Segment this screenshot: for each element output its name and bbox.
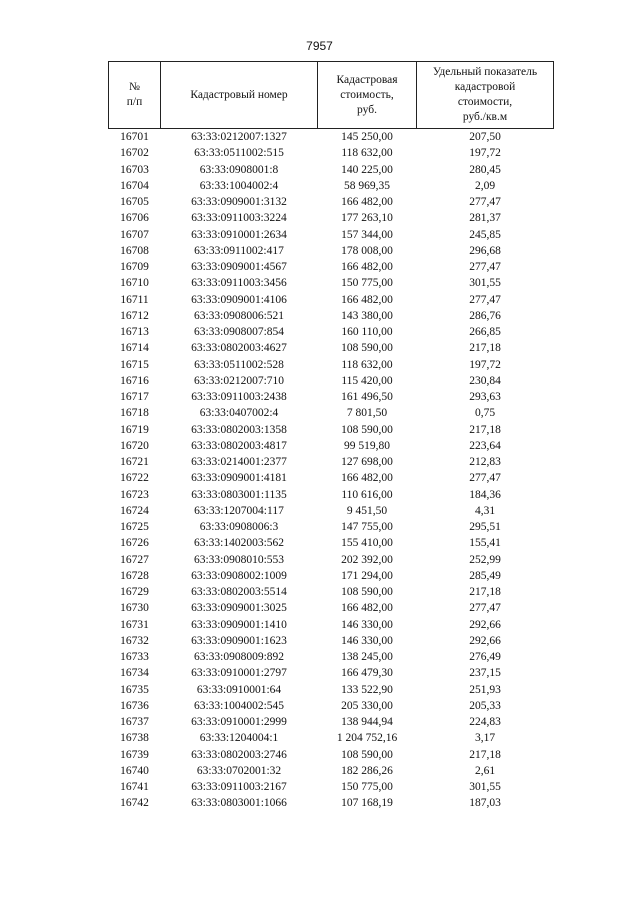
cadastral-value-cell: 108 590,00: [341, 748, 393, 761]
table-row: [109, 568, 554, 584]
header-num-abbrev: п/п: [126, 96, 143, 108]
row-number-cell: 16701: [109, 129, 161, 146]
cadastral-value-cell: 118 632,00: [341, 358, 393, 371]
cadastral-value-cell: 145 250,00: [318, 129, 417, 146]
table-row: [109, 275, 554, 291]
cadastral-value-cell: 166 482,00: [341, 293, 393, 306]
header-specific-index-line: Удельный показатель: [432, 66, 538, 78]
specific-index-cell: 277,47: [469, 472, 501, 485]
table-row: [109, 308, 554, 324]
row-number-cell: 16722: [120, 472, 149, 485]
cadastral-number-cell: 63:33:0911002:417: [194, 244, 284, 257]
specific-index-cell: 184,36: [469, 488, 501, 501]
row-number-cell: 16732: [120, 634, 149, 647]
cadastral-value-cell: 108 590,00: [341, 586, 393, 598]
cadastral-number-cell: 63:33:0910001:2797: [191, 667, 287, 680]
table-row: [109, 503, 554, 519]
row-number-cell: 16724: [120, 504, 149, 517]
cadastral-value-cell: 166 482,00: [341, 261, 393, 273]
specific-index-cell: 281,37: [469, 212, 501, 225]
specific-index-cell: 295,51: [469, 521, 501, 533]
table-row: [109, 227, 554, 243]
table-row: [109, 405, 554, 421]
row-number-cell: 16718: [120, 407, 149, 420]
cadastral-number-cell: 63:33:0802003:2746: [191, 748, 287, 761]
row-number-cell: 16738: [120, 732, 149, 745]
table-row: [109, 730, 554, 746]
row-number-cell: 16730: [120, 602, 149, 615]
table-row: [109, 649, 554, 665]
table-row: [109, 487, 554, 503]
cadastral-value-cell: 108 590,00: [341, 342, 393, 355]
table-row: [109, 747, 554, 763]
row-number-cell: 16715: [120, 358, 149, 371]
cadastral-value-cell: 143 380,00: [341, 309, 393, 322]
specific-index-cell: 155,41: [469, 537, 501, 550]
cadastral-number-cell: 63:33:0909001:4106: [191, 293, 287, 306]
cadastral-value-cell: 150 775,00: [341, 781, 393, 793]
row-number-cell: 16706: [120, 212, 149, 225]
header-cadastral-value: [318, 62, 417, 129]
table-row: [109, 162, 554, 178]
cadastral-value-cell: 166 482,00: [341, 602, 393, 615]
cadastral-value-cell: 202 392,00: [341, 553, 393, 566]
table-row: [109, 373, 554, 389]
header-specific-index-line: стоимости,: [457, 96, 513, 108]
row-number-cell: 16740: [120, 764, 149, 777]
row-number-cell: 16709: [120, 261, 149, 273]
cadastral-number-cell: 63:33:0908002:1009: [191, 569, 287, 582]
cadastral-number-cell: 63:33:0910001:64: [196, 683, 282, 696]
cadastral-value-cell: 171 294,00: [341, 569, 393, 582]
cadastral-value-cell: 146 330,00: [341, 634, 393, 647]
specific-index-cell: 277,47: [469, 261, 501, 273]
row-number-cell: 16736: [120, 699, 149, 712]
cadastral-value-cell: 138 245,00: [341, 651, 393, 663]
specific-index-cell: 224,83: [469, 716, 501, 728]
specific-index-cell: 266,85: [469, 326, 501, 338]
cadastral-number-cell: 63:33:0908001:8: [199, 163, 279, 176]
row-number-cell: 16725: [120, 521, 149, 533]
row-number-cell: 16735: [120, 683, 149, 696]
table-row: [109, 422, 554, 438]
specific-index-cell: 197,72: [469, 358, 501, 371]
specific-index-cell: 280,45: [469, 163, 501, 176]
row-number-cell: 16712: [120, 309, 149, 322]
cadastral-number-cell: 63:33:0908006:3: [199, 521, 279, 533]
specific-index-cell: 223,64: [469, 439, 501, 452]
header-specific-index-line: руб./кв.м: [462, 111, 508, 123]
cadastral-value-cell: 108 590,00: [341, 423, 393, 436]
cadastral-value-cell: 166 482,00: [341, 472, 393, 485]
cadastral-number-cell: 63:33:0908006:521: [193, 309, 285, 322]
table-row: [109, 357, 554, 373]
specific-index-cell: 205,33: [469, 699, 501, 712]
cadastral-value-cell: 127 698,00: [341, 456, 393, 468]
row-number-cell: 16733: [120, 651, 149, 663]
specific-index-cell: 301,55: [469, 781, 501, 793]
cadastral-number-cell: 63:33:0803001:1135: [191, 488, 287, 501]
table-row: [109, 698, 554, 714]
table-row: [109, 763, 554, 779]
row-number-cell: 16741: [120, 781, 149, 793]
header-specific-index: [417, 62, 554, 129]
cadastral-value-cell: 147 755,00: [341, 521, 393, 533]
specific-index-cell: 286,76: [469, 309, 501, 322]
specific-index-cell: 217,18: [469, 423, 501, 436]
row-number-cell: 16731: [120, 618, 149, 631]
row-number-cell: 16703: [120, 163, 149, 176]
table-row: [109, 324, 554, 340]
header-row-number: [109, 62, 161, 129]
specific-index-cell: 217,18: [469, 342, 501, 355]
header-cadastral-number-label: Кадастровый номер: [190, 88, 288, 101]
cadastral-value-cell: 160 110,00: [341, 326, 393, 338]
cadastral-number-cell: 63:33:0909001:3025: [191, 602, 287, 615]
table-row: [109, 129, 554, 146]
specific-index-cell: 2,61: [474, 764, 496, 777]
specific-index-cell: 3,17: [474, 732, 496, 745]
table-row: [109, 178, 554, 194]
cadastral-number-cell: 63:33:0908010:553: [193, 553, 285, 566]
row-number-cell: 16729: [120, 586, 149, 598]
specific-index-cell: 292,66: [469, 618, 501, 631]
cadastral-number-cell: 63:33:0909001:1410: [191, 618, 287, 631]
table-row: [109, 243, 554, 259]
specific-index-cell: 277,47: [469, 293, 501, 306]
row-number-cell: 16704: [120, 179, 149, 192]
table-row: [109, 292, 554, 308]
cadastral-number-cell: 63:33:0908007:854: [193, 326, 285, 338]
cadastral-value-cell: 115 420,00: [341, 374, 393, 387]
cadastral-number-cell: 63:33:0910001:2634: [191, 228, 287, 241]
header-cadastral-number: [161, 62, 318, 129]
cadastral-value-cell: 146 330,00: [341, 618, 393, 631]
row-number-cell: 16721: [120, 456, 149, 468]
specific-index-cell: 217,18: [469, 748, 501, 761]
cadastral-number-cell: 63:33:0407002:4: [199, 407, 279, 420]
table-body: [109, 129, 554, 812]
specific-index-cell: 4,31: [474, 504, 496, 517]
row-number-cell: 16702: [120, 147, 149, 160]
header-cadastral-value-line: стоимость,: [340, 88, 394, 101]
table-row: [109, 600, 554, 616]
specific-index-cell: 207,50: [417, 129, 554, 146]
cadastral-number-cell: 63:33:0909001:4567: [191, 261, 287, 273]
cadastral-value-cell: 1 204 752,16: [336, 732, 398, 745]
cadastral-number-cell: 63:33:1004002:4: [199, 179, 279, 192]
table-row: [109, 470, 554, 486]
table-row: [109, 194, 554, 210]
cadastral-number-cell: 63:33:0911003:2438: [191, 391, 287, 403]
specific-index-cell: 230,84: [469, 374, 501, 387]
cadastral-number-cell: 63:33:0908009:892: [193, 651, 285, 663]
table-row: [109, 552, 554, 568]
row-number-cell: 16734: [120, 667, 149, 680]
table-row: [109, 145, 554, 161]
row-number-cell: 16710: [120, 277, 149, 290]
cadastral-value-cell: 166 482,00: [341, 196, 393, 208]
cadastral-number-cell: 63:33:0214001:2377: [191, 456, 287, 468]
cadastral-number-cell: 63:33:0212007:710: [193, 374, 285, 387]
table-row: [109, 259, 554, 275]
cadastral-value-cell: 157 344,00: [341, 228, 393, 241]
cadastral-number-cell: 63:33:0802003:4627: [191, 342, 287, 355]
cadastral-number-cell: 63:33:0511002:528: [194, 358, 284, 371]
specific-index-cell: 296,68: [469, 244, 501, 257]
cadastral-value-cell: 161 496,50: [341, 391, 393, 403]
cadastral-value-cell: 166 479,30: [341, 667, 393, 680]
specific-index-cell: 2,09: [474, 179, 496, 192]
cadastral-number-cell: 63:33:0802003:4817: [191, 439, 287, 452]
row-number-cell: 16720: [120, 439, 149, 452]
specific-index-cell: 245,85: [469, 228, 501, 241]
specific-index-cell: 0,75: [474, 407, 496, 420]
header-cadastral-value-line: Кадастровая: [336, 73, 398, 86]
specific-index-cell: 277,47: [469, 196, 501, 208]
specific-index-cell: 285,49: [469, 569, 501, 582]
cadastral-number-cell: 63:33:0212007:1327: [161, 129, 318, 146]
row-number-cell: 16739: [120, 748, 149, 761]
cadastral-value-cell: 9 451,50: [346, 504, 388, 517]
cadastral-number-cell: 63:33:0702001:32: [196, 764, 282, 777]
specific-index-cell: 197,72: [469, 147, 501, 160]
cadastral-number-cell: 63:33:0802003:5514: [191, 586, 287, 598]
cadastral-value-cell: 138 944,94: [341, 716, 393, 728]
header-cadastral-value-line: руб.: [357, 103, 377, 116]
cadastral-value-table: [108, 61, 554, 812]
cadastral-number-cell: 63:33:1004002:545: [193, 699, 285, 712]
row-number-cell: 16713: [120, 326, 149, 338]
specific-index-cell: 292,66: [469, 634, 501, 647]
cadastral-number-cell: 63:33:0909001:4181: [191, 472, 287, 485]
specific-index-cell: 212,83: [469, 456, 501, 468]
cadastral-value-cell: 107 168,19: [341, 797, 393, 810]
cadastral-number-cell: 63:33:1207004:117: [194, 504, 284, 517]
specific-index-cell: 251,93: [469, 683, 501, 696]
cadastral-number-cell: 63:33:0511002:515: [194, 147, 284, 160]
cadastral-value-cell: 133 522,90: [341, 683, 393, 696]
table-row: [109, 714, 554, 730]
row-number-cell: 16716: [120, 374, 149, 387]
row-number-cell: 16719: [120, 423, 149, 436]
cadastral-value-cell: 177 263,10: [341, 212, 393, 225]
row-number-cell: 16714: [120, 342, 149, 355]
specific-index-cell: 301,55: [469, 277, 501, 290]
specific-index-cell: 187,03: [469, 797, 501, 810]
row-number-cell: 16737: [120, 716, 149, 728]
table-row: [109, 210, 554, 226]
cadastral-value-cell: 155 410,00: [341, 537, 393, 550]
table-row: [109, 617, 554, 633]
cadastral-value-cell: 182 286,26: [341, 764, 393, 777]
table-row: [109, 438, 554, 454]
table-row: [109, 340, 554, 356]
row-number-cell: 16708: [120, 244, 149, 257]
table-row: [109, 795, 554, 811]
specific-index-cell: 293,63: [469, 391, 501, 403]
table-row: [109, 535, 554, 551]
table-row: [109, 682, 554, 698]
table-row: [109, 519, 554, 535]
cadastral-value-cell: 58 969,35: [344, 179, 390, 192]
cadastral-value-cell: 7 801,50: [346, 407, 388, 420]
cadastral-number-cell: 63:33:0911003:3456: [191, 277, 287, 290]
cadastral-number-cell: 63:33:0802003:1358: [191, 423, 287, 436]
cadastral-value-cell: 178 008,00: [341, 244, 393, 257]
row-number-cell: 16707: [120, 228, 149, 241]
cadastral-number-cell: 63:33:0911003:3224: [191, 212, 287, 225]
cadastral-value-cell: 118 632,00: [341, 147, 393, 160]
header-specific-index-line: кадастровой: [454, 81, 516, 93]
row-number-cell: 16723: [120, 488, 149, 501]
table-row: [109, 633, 554, 649]
specific-index-cell: 276,49: [469, 651, 501, 663]
table-header: [109, 62, 554, 129]
table-row: [109, 779, 554, 795]
cadastral-number-cell: 63:33:0909001:3132: [191, 196, 287, 208]
table-row: [109, 584, 554, 600]
row-number-cell: 16728: [120, 569, 149, 582]
specific-index-cell: 277,47: [469, 602, 501, 615]
cadastral-number-cell: 63:33:0911003:2167: [191, 781, 287, 793]
specific-index-cell: 237,15: [469, 667, 501, 680]
page-number: 7957: [306, 39, 333, 53]
cadastral-value-cell: 140 225,00: [341, 163, 393, 176]
cadastral-value-cell: 150 775,00: [341, 277, 393, 290]
cadastral-number-cell: 63:33:0803001:1066: [191, 797, 287, 810]
specific-index-cell: 252,99: [469, 553, 501, 566]
table-row: [109, 454, 554, 470]
cadastral-number-cell: 63:33:0910001:2999: [191, 716, 287, 728]
table-row: [109, 389, 554, 405]
table-row: [109, 665, 554, 681]
cadastral-value-cell: 110 616,00: [341, 488, 393, 501]
row-number-cell: 16717: [120, 391, 149, 403]
row-number-cell: 16726: [120, 537, 149, 550]
row-number-cell: 16711: [120, 293, 149, 306]
header-num-symbol: №: [129, 81, 140, 93]
specific-index-cell: 217,18: [469, 586, 501, 598]
cadastral-value-cell: 99 519,80: [344, 439, 390, 452]
cadastral-number-cell: 63:33:1204004:1: [199, 732, 279, 745]
cadastral-number-cell: 63:33:0909001:1623: [191, 634, 287, 647]
cadastral-number-cell: 63:33:1402003:562: [193, 537, 285, 550]
row-number-cell: 16742: [120, 797, 149, 810]
cadastral-value-cell: 205 330,00: [341, 699, 393, 712]
row-number-cell: 16705: [120, 196, 149, 208]
row-number-cell: 16727: [120, 553, 149, 566]
